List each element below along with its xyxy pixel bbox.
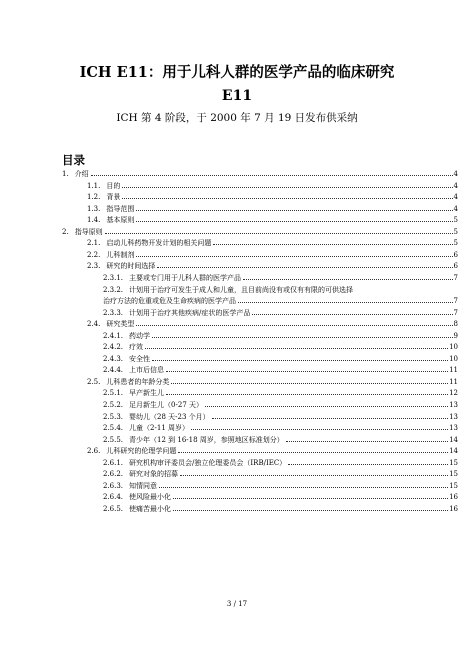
toc-entry-number: 2.3.3. [103,308,124,317]
toc-entry-title: 基本原则 [106,216,135,225]
toc-leader-dots [152,359,448,361]
toc-entry-number: 1.1. [87,181,101,190]
toc-entry-title: 上市后信息 [129,366,165,375]
toc-leader-dots [173,497,448,499]
toc-entry-page: 15 [449,458,458,467]
toc-entry-title: 目的 [106,181,121,190]
toc-entry-title: 指导原则 [74,227,103,236]
toc-leader-dots [152,336,452,338]
toc-entry-title: 介绍 [74,170,89,178]
toc-leader-dots [145,347,448,349]
toc-entry-page: 11 [449,366,458,375]
toc-entry-number: 2.5.1. [103,389,124,398]
toc-entry-page: 12 [449,389,458,398]
toc-entry-title: 研究机构审评委员会/独立伦理委员会（IRB/IEC） [129,458,287,467]
toc-entry-title: 早产新生儿 [129,389,165,398]
toc-entry-number: 2.6. [87,447,101,456]
toc-entry-number: 2.6.5. [103,504,124,513]
toc-entry-number: 2.4.4. [103,366,124,375]
toc-entry-number: 2.6.4. [103,493,124,502]
toc-leader-dots [173,509,448,511]
toc-entry-title: 背景 [106,193,121,202]
toc-entry-number: 1. [62,170,69,178]
toc-entry[interactable] [87,193,458,202]
toc-entry[interactable] [103,401,458,410]
toc-entry-page: 13 [449,401,458,409]
toc-entry-title: 儿科研究的伦理学问题 [106,447,177,456]
toc-leader-dots [243,278,452,280]
toc-entry[interactable] [103,286,353,295]
toc-entry-title: 研究类型 [106,320,135,329]
toc-entry[interactable] [87,239,458,248]
toc-entry-page: 5 [453,216,458,225]
document-code: E11 [221,88,253,104]
toc-entry[interactable] [87,447,458,456]
toc-entry-page: 16 [449,504,458,513]
toc-entry-number: 2.6.1. [103,458,124,467]
toc-entry-number: 2.6.2. [103,470,124,479]
toc-entry-page: 5 [453,239,458,248]
toc-entry-page: 13 [449,424,458,433]
toc-leader-dots [191,428,448,430]
toc-entry-number: 2.4.1. [103,331,124,340]
toc-entry-page: 4 [453,181,458,190]
toc-leader-dots [157,266,452,268]
stage-line: ICH 第 4 阶段，于 2000 年 7 月 19 日发布供采纳 [116,112,358,124]
toc-leader-dots [212,417,448,419]
toc-entry-title: 婴幼儿（28 天-23 个月） [129,412,210,421]
toc-entry[interactable] [87,262,458,271]
toc-entry-title: 青少年（12 到 16-18 周岁，参照地区标准划分） [129,435,284,444]
toc-entry[interactable] [103,424,458,433]
toc-entry-page: 8 [453,320,458,329]
toc-leader-dots [136,209,452,211]
toc-entry-number: 2.4. [87,320,101,329]
toc-entry[interactable] [87,216,458,225]
toc-entry[interactable] [62,170,458,179]
toc-entry-number: 2.3. [87,262,101,271]
toc-entry[interactable] [87,182,458,191]
toc-entry[interactable] [103,470,458,479]
toc-entry-title: 足月新生儿（0-27 天） [129,401,203,409]
toc-entry[interactable] [87,251,458,260]
toc-entry[interactable] [103,309,458,318]
toc-entry-page: 4 [453,193,458,202]
toc-leader-dots [205,405,448,407]
toc-entry-title: 主要或专门用于儿科人群的医学产品 [129,273,242,282]
toc-entry-title: 治疗方法的危重或危及生命疾病的医学产品 [103,297,236,306]
toc-entry-title: 研究的时间选择 [106,262,156,271]
toc-entry-number: 2.6.3. [103,481,124,490]
toc-entry-page: 15 [449,470,458,479]
toc-leader-dots [136,255,452,257]
toc-entry-page: 10 [449,343,458,352]
toc-entry-title: 研究对象的招募 [129,470,179,479]
toc-entry-page: 9 [453,331,458,340]
toc-entry-number: 2. [62,227,69,236]
toc-entry-page: 7 [453,297,458,306]
toc-entry-title: 疗效 [129,343,144,352]
toc-entry-number: 2.2. [87,250,101,259]
toc-entry-number: 2.5. [87,377,101,386]
toc-entry[interactable] [103,482,458,491]
toc-entry-title: 安全性 [129,354,151,363]
toc-entry[interactable] [103,436,458,445]
toc-leader-dots [159,486,448,488]
toc-entry-number: 2.3.2. [103,285,124,294]
toc-leader-dots [238,301,453,303]
toc-entry[interactable] [103,343,458,352]
toc-leader-dots [286,440,448,442]
toc-leader-dots [180,474,448,476]
toc-entry-title: 计划用于治疗可发生于成人和儿童，且目前尚没有或仅有有限的可供选择 [129,285,354,294]
toc-entry-page: 4 [453,170,458,178]
toc-entry[interactable] [103,355,458,364]
toc-leader-dots [122,186,452,188]
toc-leader-dots [213,243,452,245]
toc-entry-title: 使痛苦最小化 [129,504,172,513]
toc-entry-number: 2.1. [87,239,101,248]
toc-leader-dots [136,324,452,326]
toc-entry[interactable] [87,320,458,329]
toc-entry-number: 2.4.2. [103,343,124,352]
toc-entry-page: 5 [453,227,458,236]
toc-entry-page: 10 [449,354,458,363]
toc-entry-page: 11 [449,377,458,386]
toc-entry-continuation[interactable] [103,297,458,306]
toc-entry-title: 指导范围 [106,204,135,213]
toc-entry[interactable] [103,366,458,375]
toc-entry-page: 7 [453,273,458,282]
toc-entry-number: 2.5.3. [103,412,124,421]
page-number: 3 / 17 [226,600,248,608]
toc-entry-page: 15 [449,481,458,490]
toc-entry-page: 7 [453,308,458,317]
toc-leader-dots [91,174,453,176]
toc-entry-number: 1.2. [87,193,101,202]
toc-entry[interactable] [103,274,458,283]
toc-entry[interactable] [103,413,458,422]
toc-entry-number: 1.3. [87,204,101,213]
toc-entry[interactable] [62,228,458,237]
toc-entry-page: 4 [453,204,458,213]
toc-entry-number: 2.5.2. [103,401,124,409]
toc-leader-dots [122,197,452,199]
toc-entry-title: 使风险最小化 [129,493,172,502]
toc-entry-page: 6 [453,262,458,271]
toc-entry-number: 2.4.3. [103,354,124,363]
toc-leader-dots [178,451,448,453]
toc-entry[interactable] [103,459,458,468]
toc-entry-page: 14 [449,435,458,444]
toc-entry-number: 2.5.5. [103,435,124,444]
toc-leader-dots [288,463,448,465]
toc-heading: 目录 [62,153,85,167]
toc-entry-title: 药动学 [129,331,151,340]
toc-leader-dots [136,220,452,222]
toc-leader-dots [171,382,448,384]
toc-entry[interactable] [103,493,458,502]
toc-entry-page: 13 [449,412,458,421]
toc-leader-dots [252,313,452,315]
document-title: ICH E11：用于儿科人群的医学产品的临床研究 [79,64,395,81]
toc-entry[interactable] [87,205,458,214]
toc-leader-dots [105,232,453,234]
toc-entry-page: 6 [453,250,458,259]
toc-entry[interactable] [103,505,458,514]
toc-entry[interactable] [87,378,458,387]
toc-entry-title: 儿科制剂 [106,250,135,259]
toc-entry-title: 启动儿科药物开发计划的相关问题 [106,239,212,248]
toc-entry-title: 儿童（2-11 周岁） [129,424,189,433]
toc-entry-title: 知情同意 [129,481,158,490]
toc-entry-page: 16 [449,493,458,502]
toc-entry[interactable] [103,332,458,341]
toc-entry-page: 14 [449,447,458,456]
toc-entry-title: 儿科患者的年龄分类 [106,377,170,386]
toc-leader-dots [166,393,448,395]
toc-entry-number: 2.3.1. [103,273,124,282]
toc-leader-dots [166,370,448,372]
toc-entry[interactable] [103,389,458,398]
toc-entry-number: 1.4. [87,216,101,225]
toc-entry-title: 计划用于治疗其他疾病/症状的医学产品 [129,308,251,317]
toc-entry-number: 2.5.4. [103,424,124,433]
